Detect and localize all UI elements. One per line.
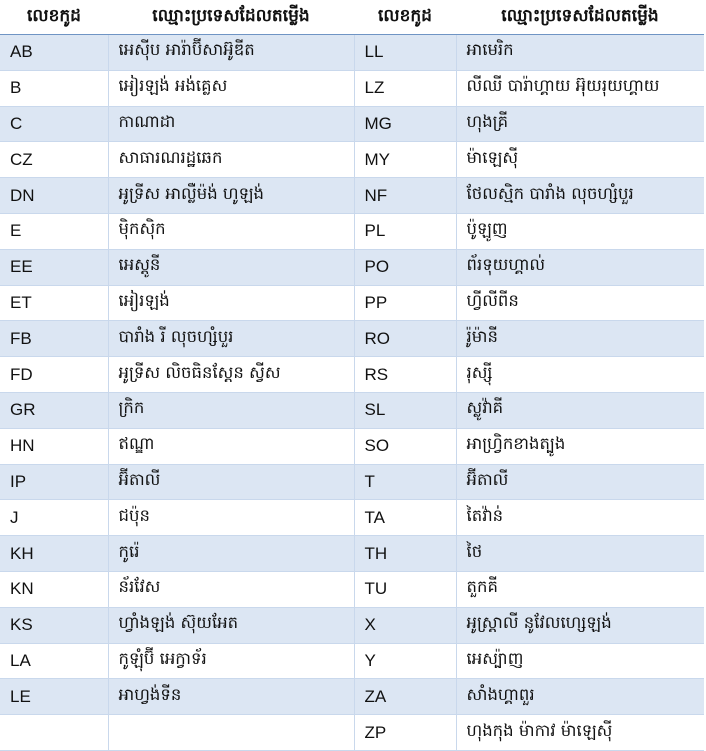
country-name: អាហ្វ្រិកខាងត្បូង	[456, 428, 704, 464]
country-code: DN	[0, 178, 108, 214]
header-country-name-2: ឈ្មោះប្រទេសដែលតម្លើង	[456, 0, 704, 35]
country-code: TA	[354, 500, 456, 536]
country-name: កូរ៉េ	[108, 536, 354, 572]
table-row	[0, 35, 704, 71]
country-name: ឥណ្ឌា	[108, 428, 354, 464]
country-name: ម៉ាឡេស៊ី	[456, 142, 704, 178]
country-name: ថែលស្មិក បារាំង លុចហ្សំបួរ	[456, 178, 704, 214]
country-code: KN	[0, 571, 108, 607]
country-name: ប៉ូឡូញ	[456, 213, 704, 249]
country-name: ន័រវែស	[108, 571, 354, 607]
country-name: អូស្ត្រាលី នូវែលហ្សេឡង់	[456, 607, 704, 643]
country-code: ZP	[354, 715, 456, 751]
country-code: CZ	[0, 142, 108, 178]
table-row	[0, 285, 704, 321]
country-code: KH	[0, 536, 108, 572]
country-name: ហុងកុង ម៉ាកាវ ម៉ាឡេស៊ី	[456, 715, 704, 751]
country-name: ហ្វីលីពីន	[456, 285, 704, 321]
country-name: លីឈី បារ៉ាហ្គាយ អ៊ុយរុយហ្គាយ	[456, 70, 704, 106]
country-code: FD	[0, 357, 108, 393]
header-country-name: ឈ្មោះប្រទេសដែលតម្លើង	[108, 0, 354, 35]
header-code-2: លេខកូដ	[354, 0, 456, 35]
country-name: អៀរឡង់ អង់គ្លេស	[108, 70, 354, 106]
country-name: រ៉ូម៉ានី	[456, 321, 704, 357]
country-code: RO	[354, 321, 456, 357]
table-row	[0, 536, 704, 572]
country-name: ថៃ	[456, 536, 704, 572]
table-row	[0, 321, 704, 357]
table-row	[0, 464, 704, 500]
country-code: PP	[354, 285, 456, 321]
country-code: KS	[0, 607, 108, 643]
country-name: ស្លូវ៉ាគី	[456, 392, 704, 428]
country-name: អ៊ីតាលី	[456, 464, 704, 500]
table-row	[0, 357, 704, 393]
table-body	[0, 35, 704, 751]
country-name: កូឡុំប៊ី អេក្វាទ័រ	[108, 643, 354, 679]
country-name: តៃវ៉ាន់	[456, 500, 704, 536]
country-name: អេស្តូនី	[108, 249, 354, 285]
country-name: ហុងគ្រី	[456, 106, 704, 142]
country-code: T	[354, 464, 456, 500]
country-code: IP	[0, 464, 108, 500]
table-row	[0, 500, 704, 536]
country-code: E	[0, 213, 108, 249]
country-name	[108, 715, 354, 751]
table-row	[0, 213, 704, 249]
table-row	[0, 249, 704, 285]
country-name: ជប៉ុន	[108, 500, 354, 536]
country-code: LA	[0, 643, 108, 679]
country-code: C	[0, 106, 108, 142]
country-code: PL	[354, 213, 456, 249]
country-code: ZA	[354, 679, 456, 715]
country-name: អាមេរិក	[456, 35, 704, 71]
country-code: FB	[0, 321, 108, 357]
country-name: បារាំង រី លុចហ្សំបួរ	[108, 321, 354, 357]
country-code: EE	[0, 249, 108, 285]
table-row	[0, 607, 704, 643]
country-code: LZ	[354, 70, 456, 106]
country-code: SO	[354, 428, 456, 464]
country-name: ហ្វាំងឡង់ ស៊ុយអែត	[108, 607, 354, 643]
table-row	[0, 106, 704, 142]
table-row	[0, 679, 704, 715]
country-name: ម៉ិកស៊ិក	[108, 213, 354, 249]
country-code: X	[354, 607, 456, 643]
country-code: LE	[0, 679, 108, 715]
country-name: អ៊ីតាលី	[108, 464, 354, 500]
table-row	[0, 643, 704, 679]
country-name: តួកគី	[456, 571, 704, 607]
country-code: HN	[0, 428, 108, 464]
country-code: GR	[0, 392, 108, 428]
table-row	[0, 571, 704, 607]
header-code: លេខកូដ	[0, 0, 108, 35]
country-name: អូទ្រីស លិចធិនស្ដែន ស្វីស	[108, 357, 354, 393]
country-name: អាហ្វង់ទីន	[108, 679, 354, 715]
country-name: ព័រទុយហ្គាល់	[456, 249, 704, 285]
table-row	[0, 715, 704, 751]
country-name: រុស្ស៊ី	[456, 357, 704, 393]
country-code: MG	[354, 106, 456, 142]
table-row	[0, 178, 704, 214]
country-name: អេស៊ីប អារ៉ាប៊ីសាអ៊ូឌីត	[108, 35, 354, 71]
table-row	[0, 392, 704, 428]
country-name: សាធារណរដ្ឋឆេក	[108, 142, 354, 178]
table-row	[0, 142, 704, 178]
country-name: កាណាដា	[108, 106, 354, 142]
table-row	[0, 70, 704, 106]
country-code: Y	[354, 643, 456, 679]
country-code: MY	[354, 142, 456, 178]
country-code	[0, 715, 108, 751]
country-code: NF	[354, 178, 456, 214]
table-header-row	[0, 0, 704, 35]
country-name: អូទ្រីស អាល្លឺម៉ង់ ហូឡង់	[108, 178, 354, 214]
country-code: TH	[354, 536, 456, 572]
country-code: LL	[354, 35, 456, 71]
country-name: សាំងហ្គាពួរ	[456, 679, 704, 715]
country-code: SL	[354, 392, 456, 428]
table-row	[0, 428, 704, 464]
country-code: J	[0, 500, 108, 536]
country-code: RS	[354, 357, 456, 393]
country-code: TU	[354, 571, 456, 607]
country-name: អៀរឡង់	[108, 285, 354, 321]
country-name: ក្រិក	[108, 392, 354, 428]
country-code: AB	[0, 35, 108, 71]
country-code: B	[0, 70, 108, 106]
country-name: អេស្ប៉ាញ	[456, 643, 704, 679]
country-code: PO	[354, 249, 456, 285]
country-code: ET	[0, 285, 108, 321]
